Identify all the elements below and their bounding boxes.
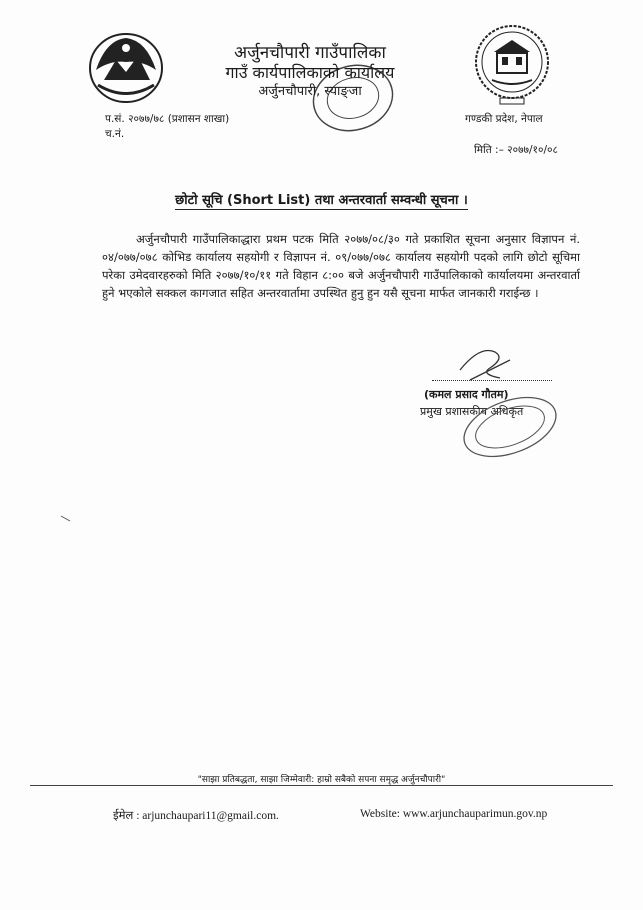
reference-number: प.सं. २०७७/७८ (प्रशासन शाखा) <box>105 113 230 125</box>
municipality-logo <box>472 22 552 108</box>
footer-website: Website: www.arjunchauparimun.gov.np <box>360 808 548 820</box>
province-label: गण्डकी प्रदेश, नेपाल <box>465 113 543 125</box>
organization-header <box>180 43 440 101</box>
office-address: अर्जुनचौपारी, स्याङ्जा <box>258 84 362 99</box>
officer-stamp <box>455 390 565 465</box>
office-name: गाउँ कार्यपालिकाको कार्यालय <box>225 63 395 82</box>
notice-date: मिति :– २०७७/१०/०८ <box>474 144 558 156</box>
footer-motto: "साझा प्रतिबद्धता, साझा जिम्मेवारी: हाम्रो सबैको सपना समृद्ध अर्जुनचौपारी" <box>197 775 446 785</box>
footer-email: ईमेल : arjunchaupari11@gmail.com. <box>113 810 279 822</box>
signature-line <box>432 380 552 381</box>
notice-body: अर्जुनचौपारी गाउँपालिकाद्धारा प्रथम पटक मिति २०७७/०८/३० गते प्रकाशित सूचना अनुसार विज्ञापन नं. ०४/०७७/०७८ कोभिड कार्यालय सहयोगी र विज्ञापन नं. ०९/०७७/०७८ कार्यालय सहयोगी पदको लागि छोटो सूचिमा परेका उमेदवारहरुको मिति २०७७/१०/११ गते विहान ८:०० बजे अर्जुनचौपारी गाउँपालिकाको कार्यालयमा अन्तरवार्ता हुने भएकोले सक्कल कागजात सहित अन्तरवार्तामा उपस्थित हुनु हुन यसै सूचना मार्फत जानकारी गराईन्छ । <box>102 232 580 300</box>
notice-title <box>0 190 643 208</box>
municipality-name: अर्जुनचौपारी गाउँपालिका <box>234 43 386 63</box>
signatory-name: (कमल प्रसाद गौतम) <box>424 388 509 401</box>
signature-mark <box>450 340 530 385</box>
signatory-title: प्रमुख प्रशासकीय अधिकृत <box>420 405 524 418</box>
dispatch-number: च.नं. <box>105 128 125 140</box>
notice-title-text: छोटो सूचि (Short List) तथा अन्तरवार्ता सम्वन्धी सूचना । <box>175 193 468 208</box>
stray-mark <box>60 515 72 523</box>
nepal-emblem-logo <box>86 30 166 106</box>
footer-divider <box>30 785 613 786</box>
